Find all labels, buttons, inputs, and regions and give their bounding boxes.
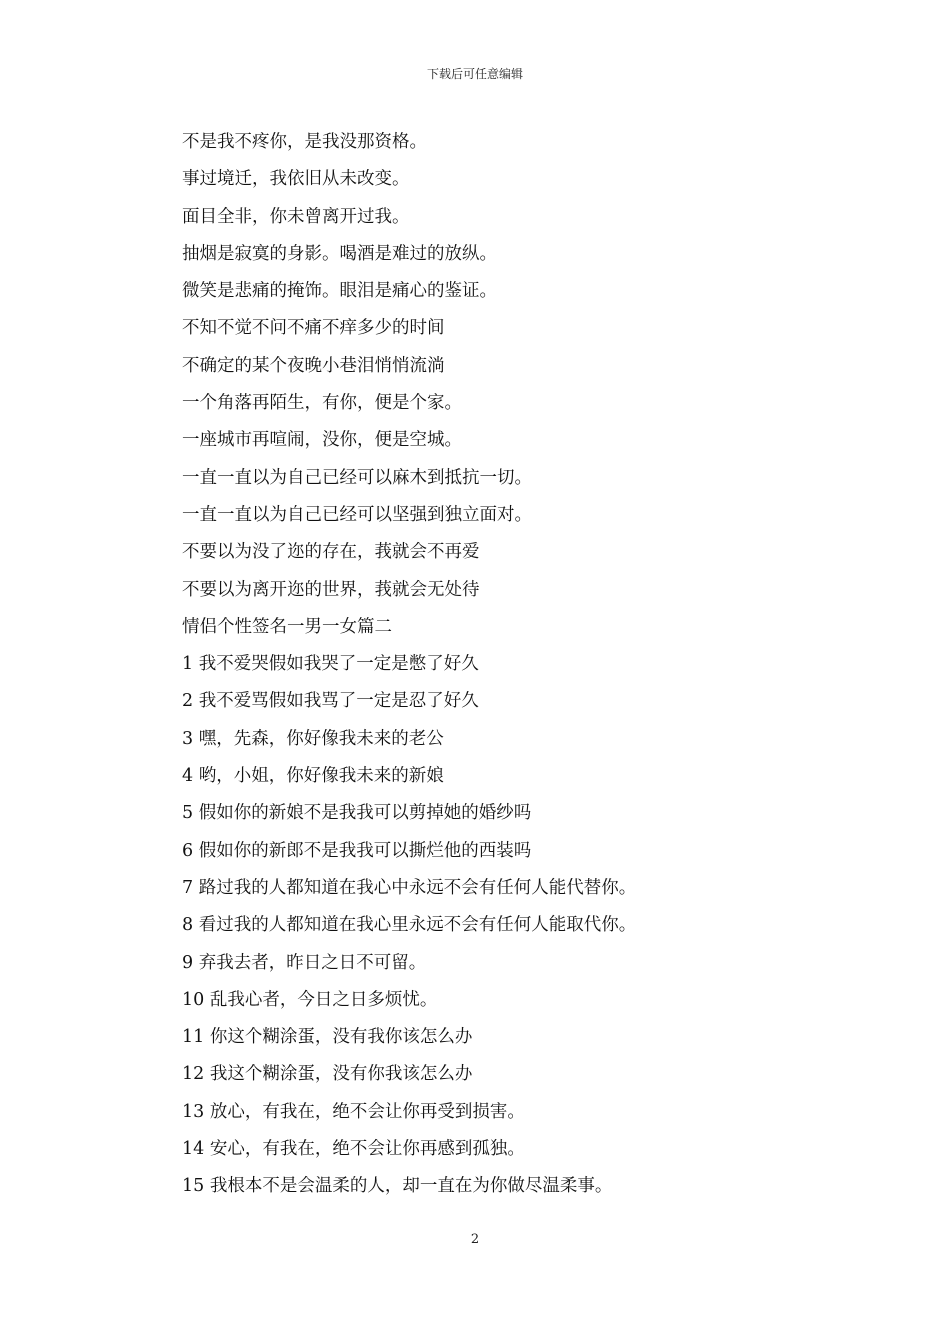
list-item: 6 假如你的新郎不是我我可以撕烂他的西装吗	[182, 840, 532, 861]
text-line: 抽烟是寂寞的身影。喝酒是难过的放纵。	[182, 243, 497, 264]
text-line: 不知不觉不问不痛不痒多少的时间	[182, 318, 445, 339]
page-number: 2	[470, 1232, 480, 1247]
list-item: 2 我不爱骂假如我骂了一定是忍了好久	[182, 691, 479, 712]
text-line: 一直一直以为自己已经可以坚强到独立面对。	[182, 504, 532, 525]
text-line: 微笑是悲痛的掩饰。眼泪是痛心的鉴证。	[182, 281, 497, 302]
list-item: 12 我这个糊涂蛋，没有你我该怎么办	[182, 1064, 473, 1085]
text-line: 一直一直以为自己已经可以麻木到抵抗一切。	[182, 467, 532, 488]
text-line: 不要以为没了迩的存在，莪就会不再爱	[182, 542, 480, 563]
list-item: 8 看过我的人都知道在我心里永远不会有任何人能取代你。	[182, 915, 637, 936]
list-item: 15 我根本不是会温柔的人，却一直在为你做尽温柔事。	[182, 1176, 613, 1197]
list-item: 3 嘿，先森，你好像我未来的老公	[182, 728, 444, 749]
list-item: 4 哟，小姐，你好像我未来的新娘	[182, 766, 444, 787]
page-header: 下载后可任意编辑	[426, 67, 523, 81]
list-item: 1 我不爱哭假如我哭了一定是憋了好久	[182, 654, 479, 675]
text-line: 面目全非，你未曾离开过我。	[182, 206, 410, 227]
list-item: 9 弃我去者，昨日之日不可留。	[182, 952, 427, 973]
list-item: 5 假如你的新娘不是我我可以剪掉她的婚纱吗	[182, 803, 532, 824]
list-item: 13 放心，有我在，绝不会让你再受到损害。	[182, 1101, 525, 1122]
text-line: 不是我不疼你，是我没那资格。	[182, 132, 427, 152]
list-item: 14 安心，有我在，绝不会让你再感到孤独。	[182, 1139, 525, 1160]
list-item: 7 路过我的人都知道在我心中永远不会有任何人能代替你。	[182, 877, 637, 898]
text-line: 事过境迁，我依旧从未改变。	[182, 169, 410, 190]
list-item: 11 你这个糊涂蛋，没有我你该怎么办	[182, 1027, 473, 1048]
text-line: 一座城市再喧闹，没你，便是空城。	[182, 430, 462, 451]
text-line: 不确定的某个夜晚小巷泪悄悄流淌	[182, 355, 445, 376]
list-item: 10 乱我心者，今日之日多烦忧。	[182, 989, 438, 1010]
text-line: 一个角落再陌生，有你，便是个家。	[182, 393, 462, 414]
section-heading: 情侣个性签名一男一女篇二	[182, 616, 392, 637]
document-body	[182, 124, 802, 1206]
text-line: 不要以为离开迩的世界，莪就会无处待	[182, 579, 480, 600]
